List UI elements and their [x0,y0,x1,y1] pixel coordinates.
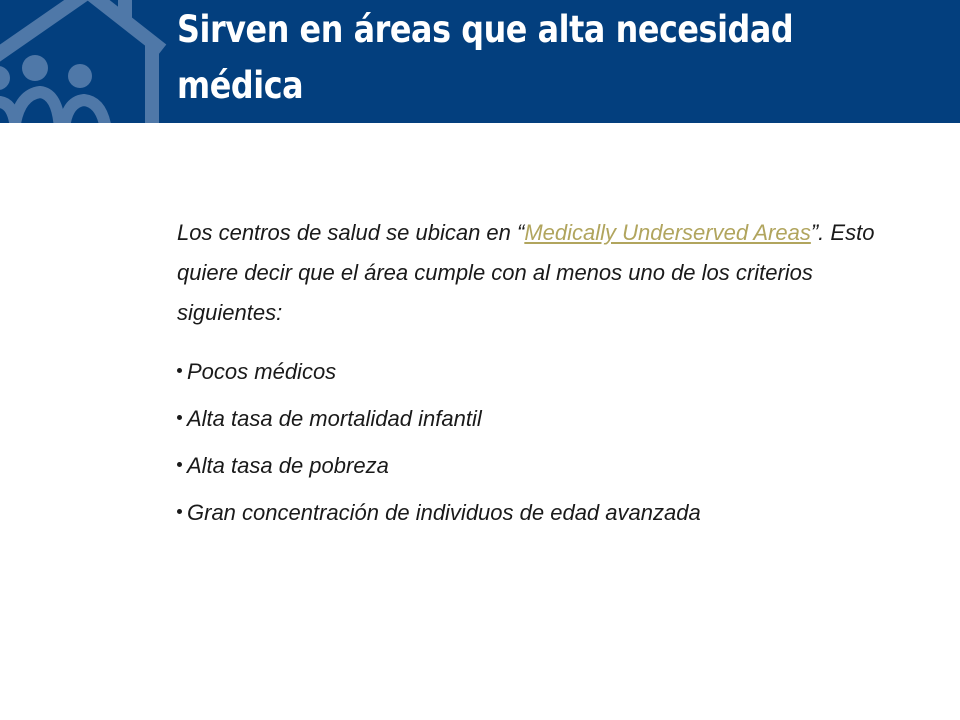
intro-text-after-link: ”. Esto quiere decir que el área cumple con al menos uno de los criterios siguientes: [177,220,875,325]
criteria-item-text: Pocos médicos [187,359,337,384]
bullet-icon [177,509,182,514]
slide-title-line-1: Sirven en áreas que alta necesidad [177,8,794,51]
criteria-list [177,348,897,536]
criteria-item [177,442,897,489]
criteria-item [177,489,897,536]
criteria-item [177,348,897,395]
criteria-item-text: Alta tasa de mortalidad infantil [187,406,482,431]
slide-title [177,2,839,114]
criteria-item [177,395,897,442]
slide-content [177,213,897,536]
medically-underserved-areas-link[interactable]: Medically Underserved Areas [524,220,811,245]
criteria-item-text: Alta tasa de pobreza [187,453,389,478]
intro-paragraph [177,213,897,333]
intro-text-before-link: Los centros de salud se ubican en “ [177,220,525,245]
bullet-icon [177,368,182,373]
bullet-icon [177,462,182,467]
slide-header [0,0,960,123]
house-people-logo-icon [0,0,175,123]
criteria-item-text: Gran concentración de individuos de edad avanzada [187,500,701,525]
bullet-icon [177,415,182,420]
slide-title-line-2: médica [177,64,304,107]
